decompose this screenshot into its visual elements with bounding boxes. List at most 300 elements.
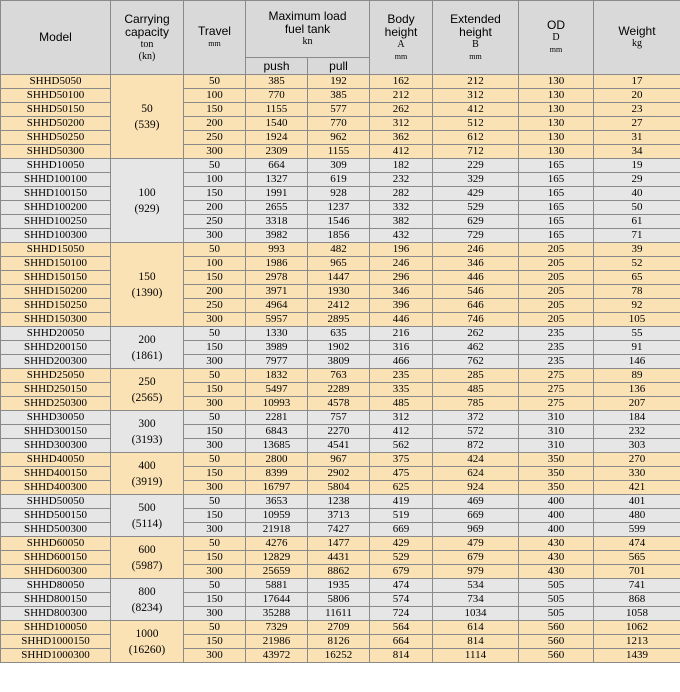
- cell-body: 429: [370, 537, 433, 551]
- cell-travel: 50: [184, 327, 246, 341]
- cell-ext: 546: [433, 285, 519, 299]
- cell-model: SHHD500150: [1, 509, 111, 523]
- cell-pull: 482: [308, 243, 370, 257]
- cell-body: 375: [370, 453, 433, 467]
- cell-push: 1327: [246, 173, 308, 187]
- cell-model: SHHD50250: [1, 131, 111, 145]
- cell-od: 205: [519, 285, 594, 299]
- capacity-ton: 400: [138, 459, 156, 472]
- cell-travel: 150: [184, 467, 246, 481]
- cell-push: 5881: [246, 579, 308, 593]
- table-row: [1, 229, 680, 243]
- cell-body: 485: [370, 397, 433, 411]
- cell-ext: 262: [433, 327, 519, 341]
- cell-travel: 50: [184, 621, 246, 635]
- cell-pull: 8126: [308, 635, 370, 649]
- cell-ext: 346: [433, 257, 519, 271]
- cell-body: 312: [370, 411, 433, 425]
- cell-capacity: [111, 159, 184, 243]
- cell-travel: 300: [184, 313, 246, 327]
- cell-weight: 17: [594, 75, 680, 89]
- cell-pull: 965: [308, 257, 370, 271]
- cell-travel: 50: [184, 495, 246, 509]
- cell-body: 412: [370, 425, 433, 439]
- cell-od: 350: [519, 481, 594, 495]
- cell-push: 13685: [246, 439, 308, 453]
- cell-travel: 150: [184, 425, 246, 439]
- cell-travel: 150: [184, 551, 246, 565]
- table-row: [1, 103, 680, 117]
- cell-travel: 50: [184, 453, 246, 467]
- cell-model: SHHD40050: [1, 453, 111, 467]
- cell-od: 310: [519, 425, 594, 439]
- cell-weight: 29: [594, 173, 680, 187]
- table-row: [1, 131, 680, 145]
- cell-model: SHHD100050: [1, 621, 111, 635]
- cell-od: 310: [519, 439, 594, 453]
- cell-pull: 4431: [308, 551, 370, 565]
- cell-weight: 480: [594, 509, 680, 523]
- cell-capacity: [111, 495, 184, 537]
- cell-model: SHHD20050: [1, 327, 111, 341]
- cell-push: 2978: [246, 271, 308, 285]
- cell-od: 130: [519, 103, 594, 117]
- cell-body: 232: [370, 173, 433, 187]
- cell-pull: 1155: [308, 145, 370, 159]
- table-row: [1, 341, 680, 355]
- cell-od: 165: [519, 229, 594, 243]
- cell-travel: 250: [184, 215, 246, 229]
- cell-pull: 1546: [308, 215, 370, 229]
- cell-model: SHHD10050: [1, 159, 111, 173]
- capacity-kn: (1390): [131, 286, 163, 299]
- cell-model: SHHD600150: [1, 551, 111, 565]
- table-row: [1, 579, 680, 593]
- cell-ext: 572: [433, 425, 519, 439]
- cell-push: 2309: [246, 145, 308, 159]
- table-row: [1, 215, 680, 229]
- cell-travel: 300: [184, 229, 246, 243]
- cell-travel: 150: [184, 271, 246, 285]
- cell-weight: 61: [594, 215, 680, 229]
- cell-od: 235: [519, 341, 594, 355]
- cell-push: 5497: [246, 383, 308, 397]
- cell-push: 3982: [246, 229, 308, 243]
- cell-weight: 52: [594, 257, 680, 271]
- cell-weight: 20: [594, 89, 680, 103]
- cell-pull: 763: [308, 369, 370, 383]
- cell-weight: 55: [594, 327, 680, 341]
- table-row: [1, 313, 680, 327]
- cell-model: SHHD1000150: [1, 635, 111, 649]
- cell-push: 664: [246, 159, 308, 173]
- cell-ext: 285: [433, 369, 519, 383]
- cell-od: 430: [519, 551, 594, 565]
- cell-capacity: [111, 327, 184, 369]
- cell-model: SHHD100200: [1, 201, 111, 215]
- cell-weight: 136: [594, 383, 680, 397]
- cell-travel: 50: [184, 243, 246, 257]
- cell-push: 35288: [246, 607, 308, 621]
- cell-capacity: [111, 453, 184, 495]
- cell-model: SHHD400300: [1, 481, 111, 495]
- cell-push: 2655: [246, 201, 308, 215]
- table-row: [1, 467, 680, 481]
- cell-weight: 565: [594, 551, 680, 565]
- cell-body: 519: [370, 509, 433, 523]
- capacity-kn: (16260): [128, 643, 166, 656]
- table-row: [1, 117, 680, 131]
- header-max-load: Maximum load fuel tank kn: [246, 1, 370, 58]
- cell-od: 165: [519, 173, 594, 187]
- table-row: [1, 257, 680, 271]
- cell-weight: 868: [594, 593, 680, 607]
- cell-push: 6843: [246, 425, 308, 439]
- cell-body: 446: [370, 313, 433, 327]
- capacity-ton: 200: [138, 333, 156, 346]
- cell-body: 212: [370, 89, 433, 103]
- table-row: [1, 523, 680, 537]
- cell-ext: 412: [433, 103, 519, 117]
- cell-od: 275: [519, 369, 594, 383]
- table-row: [1, 509, 680, 523]
- cell-ext: 762: [433, 355, 519, 369]
- cell-model: SHHD1000300: [1, 649, 111, 663]
- table-row: [1, 383, 680, 397]
- cell-od: 350: [519, 467, 594, 481]
- cell-weight: 50: [594, 201, 680, 215]
- cell-push: 3653: [246, 495, 308, 509]
- cell-travel: 50: [184, 411, 246, 425]
- cell-ext: 534: [433, 579, 519, 593]
- cell-ext: 429: [433, 187, 519, 201]
- cell-weight: 1058: [594, 607, 680, 621]
- cell-ext: 529: [433, 201, 519, 215]
- cell-od: 165: [519, 187, 594, 201]
- cell-weight: 232: [594, 425, 680, 439]
- table-row: [1, 271, 680, 285]
- cell-push: 4964: [246, 299, 308, 313]
- cell-weight: 31: [594, 131, 680, 145]
- cell-travel: 100: [184, 257, 246, 271]
- cell-push: 7329: [246, 621, 308, 635]
- table-body: [1, 75, 680, 663]
- cell-weight: 65: [594, 271, 680, 285]
- table-row: [1, 411, 680, 425]
- cell-weight: 23: [594, 103, 680, 117]
- cell-pull: 619: [308, 173, 370, 187]
- cell-travel: 100: [184, 173, 246, 187]
- table-row: [1, 635, 680, 649]
- cell-weight: 421: [594, 481, 680, 495]
- cell-model: SHHD50300: [1, 145, 111, 159]
- cell-weight: 474: [594, 537, 680, 551]
- cell-ext: 372: [433, 411, 519, 425]
- cell-travel: 50: [184, 579, 246, 593]
- cell-weight: 1213: [594, 635, 680, 649]
- table-row: [1, 537, 680, 551]
- cell-ext: 614: [433, 621, 519, 635]
- cell-pull: 192: [308, 75, 370, 89]
- cell-body: 346: [370, 285, 433, 299]
- cell-push: 1330: [246, 327, 308, 341]
- table-row: [1, 649, 680, 663]
- table-row: [1, 327, 680, 341]
- capacity-ton: 100: [138, 186, 156, 199]
- cell-capacity: [111, 243, 184, 327]
- cell-push: 25659: [246, 565, 308, 579]
- capacity-ton: 300: [138, 417, 156, 430]
- cell-pull: 1856: [308, 229, 370, 243]
- cell-ext: 246: [433, 243, 519, 257]
- cell-travel: 250: [184, 299, 246, 313]
- cell-od: 130: [519, 75, 594, 89]
- cell-ext: 746: [433, 313, 519, 327]
- cell-weight: 92: [594, 299, 680, 313]
- capacity-ton: 1000: [135, 627, 159, 640]
- cell-body: 282: [370, 187, 433, 201]
- cell-model: SHHD600300: [1, 565, 111, 579]
- cell-model: SHHD25050: [1, 369, 111, 383]
- cell-pull: 385: [308, 89, 370, 103]
- cell-ext: 469: [433, 495, 519, 509]
- cell-body: 475: [370, 467, 433, 481]
- cell-pull: 4541: [308, 439, 370, 453]
- cell-body: 396: [370, 299, 433, 313]
- cell-travel: 150: [184, 103, 246, 117]
- cell-od: 505: [519, 579, 594, 593]
- cell-travel: 300: [184, 565, 246, 579]
- cell-travel: 150: [184, 341, 246, 355]
- cell-od: 130: [519, 145, 594, 159]
- cell-capacity: [111, 369, 184, 411]
- table-row: [1, 439, 680, 453]
- header-body-height: Body height A mm: [370, 1, 433, 75]
- cell-body: 419: [370, 495, 433, 509]
- cell-pull: 1902: [308, 341, 370, 355]
- capacity-kn: (1861): [131, 349, 163, 362]
- cell-body: 625: [370, 481, 433, 495]
- cell-travel: 150: [184, 635, 246, 649]
- cell-model: SHHD150250: [1, 299, 111, 313]
- cell-od: 560: [519, 621, 594, 635]
- cell-body: 246: [370, 257, 433, 271]
- cell-weight: 701: [594, 565, 680, 579]
- cell-ext: 734: [433, 593, 519, 607]
- cell-weight: 401: [594, 495, 680, 509]
- cell-pull: 2709: [308, 621, 370, 635]
- cell-travel: 300: [184, 607, 246, 621]
- cell-model: SHHD800150: [1, 593, 111, 607]
- cell-weight: 39: [594, 243, 680, 257]
- table-row: [1, 495, 680, 509]
- cell-ext: 785: [433, 397, 519, 411]
- cell-ext: 462: [433, 341, 519, 355]
- cell-ext: 312: [433, 89, 519, 103]
- cell-capacity: [111, 621, 184, 663]
- cell-travel: 150: [184, 187, 246, 201]
- cell-od: 130: [519, 131, 594, 145]
- cell-ext: 924: [433, 481, 519, 495]
- cell-pull: 2412: [308, 299, 370, 313]
- cell-pull: 1238: [308, 495, 370, 509]
- cell-ext: 424: [433, 453, 519, 467]
- cell-weight: 303: [594, 439, 680, 453]
- cell-pull: 309: [308, 159, 370, 173]
- cell-weight: 27: [594, 117, 680, 131]
- header-travel: Travel mm: [184, 1, 246, 75]
- cell-pull: 2289: [308, 383, 370, 397]
- cell-push: 1540: [246, 117, 308, 131]
- cell-weight: 207: [594, 397, 680, 411]
- capacity-ton: 250: [138, 375, 156, 388]
- cell-push: 21986: [246, 635, 308, 649]
- cell-travel: 300: [184, 355, 246, 369]
- cell-weight: 78: [594, 285, 680, 299]
- cell-weight: 599: [594, 523, 680, 537]
- cell-weight: 330: [594, 467, 680, 481]
- capacity-kn: (539): [134, 118, 160, 131]
- cell-model: SHHD100150: [1, 187, 111, 201]
- cell-body: 474: [370, 579, 433, 593]
- cell-push: 1991: [246, 187, 308, 201]
- cell-ext: 329: [433, 173, 519, 187]
- cell-model: SHHD30050: [1, 411, 111, 425]
- cell-capacity: [111, 411, 184, 453]
- cell-model: SHHD250300: [1, 397, 111, 411]
- cell-ext: 485: [433, 383, 519, 397]
- table-row: [1, 75, 680, 89]
- cell-od: 205: [519, 243, 594, 257]
- cell-weight: 40: [594, 187, 680, 201]
- cell-model: SHHD60050: [1, 537, 111, 551]
- cell-body: 182: [370, 159, 433, 173]
- cell-od: 165: [519, 201, 594, 215]
- cell-model: SHHD150150: [1, 271, 111, 285]
- cell-ext: 624: [433, 467, 519, 481]
- cell-model: SHHD50050: [1, 495, 111, 509]
- cell-od: 560: [519, 649, 594, 663]
- cell-body: 235: [370, 369, 433, 383]
- cell-model: SHHD50200: [1, 117, 111, 131]
- cell-body: 412: [370, 145, 433, 159]
- cell-weight: 184: [594, 411, 680, 425]
- cell-ext: 679: [433, 551, 519, 565]
- cell-pull: 7427: [308, 523, 370, 537]
- cell-ext: 979: [433, 565, 519, 579]
- cell-push: 1986: [246, 257, 308, 271]
- cell-weight: 270: [594, 453, 680, 467]
- cell-body: 262: [370, 103, 433, 117]
- cell-pull: 16252: [308, 649, 370, 663]
- table-row: [1, 397, 680, 411]
- cell-od: 130: [519, 89, 594, 103]
- table-row: [1, 481, 680, 495]
- cell-body: 332: [370, 201, 433, 215]
- cell-push: 770: [246, 89, 308, 103]
- header-extended-height: Extended height B mm: [433, 1, 519, 75]
- cell-od: 235: [519, 355, 594, 369]
- cell-pull: 5806: [308, 593, 370, 607]
- cell-ext: 872: [433, 439, 519, 453]
- cell-travel: 200: [184, 117, 246, 131]
- cell-ext: 212: [433, 75, 519, 89]
- cell-pull: 962: [308, 131, 370, 145]
- cell-model: SHHD150100: [1, 257, 111, 271]
- cell-push: 1155: [246, 103, 308, 117]
- cell-model: SHHD500300: [1, 523, 111, 537]
- cell-model: SHHD200300: [1, 355, 111, 369]
- cell-push: 993: [246, 243, 308, 257]
- cell-body: 814: [370, 649, 433, 663]
- cell-od: 505: [519, 593, 594, 607]
- cell-ext: 446: [433, 271, 519, 285]
- cell-model: SHHD80050: [1, 579, 111, 593]
- capacity-ton: 500: [138, 501, 156, 514]
- cell-model: SHHD400150: [1, 467, 111, 481]
- cell-push: 385: [246, 75, 308, 89]
- cell-model: SHHD15050: [1, 243, 111, 257]
- table-row: [1, 607, 680, 621]
- cell-travel: 100: [184, 89, 246, 103]
- cell-od: 275: [519, 383, 594, 397]
- cell-od: 205: [519, 299, 594, 313]
- cell-push: 10993: [246, 397, 308, 411]
- cell-model: SHHD50150: [1, 103, 111, 117]
- cell-ext: 479: [433, 537, 519, 551]
- cell-od: 560: [519, 635, 594, 649]
- cell-model: SHHD5050: [1, 75, 111, 89]
- cell-push: 43972: [246, 649, 308, 663]
- cell-model: SHHD800300: [1, 607, 111, 621]
- cell-ext: 1114: [433, 649, 519, 663]
- cell-model: SHHD300150: [1, 425, 111, 439]
- cell-body: 574: [370, 593, 433, 607]
- cell-push: 21918: [246, 523, 308, 537]
- cell-travel: 300: [184, 145, 246, 159]
- capacity-kn: (8234): [131, 601, 163, 614]
- cell-od: 430: [519, 537, 594, 551]
- cell-push: 2800: [246, 453, 308, 467]
- cell-ext: 712: [433, 145, 519, 159]
- table-row: [1, 621, 680, 635]
- cell-pull: 757: [308, 411, 370, 425]
- cell-od: 400: [519, 523, 594, 537]
- cell-ext: 814: [433, 635, 519, 649]
- cell-od: 400: [519, 509, 594, 523]
- cell-body: 316: [370, 341, 433, 355]
- cell-travel: 300: [184, 397, 246, 411]
- cell-push: 8399: [246, 467, 308, 481]
- cell-od: 400: [519, 495, 594, 509]
- cell-pull: 2902: [308, 467, 370, 481]
- header-pull: pull: [308, 58, 370, 75]
- cell-model: SHHD250150: [1, 383, 111, 397]
- header-model: Model: [1, 1, 111, 75]
- cell-od: 310: [519, 411, 594, 425]
- cell-weight: 1062: [594, 621, 680, 635]
- cell-pull: 967: [308, 453, 370, 467]
- cell-travel: 300: [184, 649, 246, 663]
- cell-od: 130: [519, 117, 594, 131]
- cell-weight: 146: [594, 355, 680, 369]
- cell-push: 3971: [246, 285, 308, 299]
- table-header: [1, 1, 680, 75]
- cell-weight: 91: [594, 341, 680, 355]
- capacity-kn: (929): [134, 202, 160, 215]
- cell-ext: 1034: [433, 607, 519, 621]
- cell-body: 296: [370, 271, 433, 285]
